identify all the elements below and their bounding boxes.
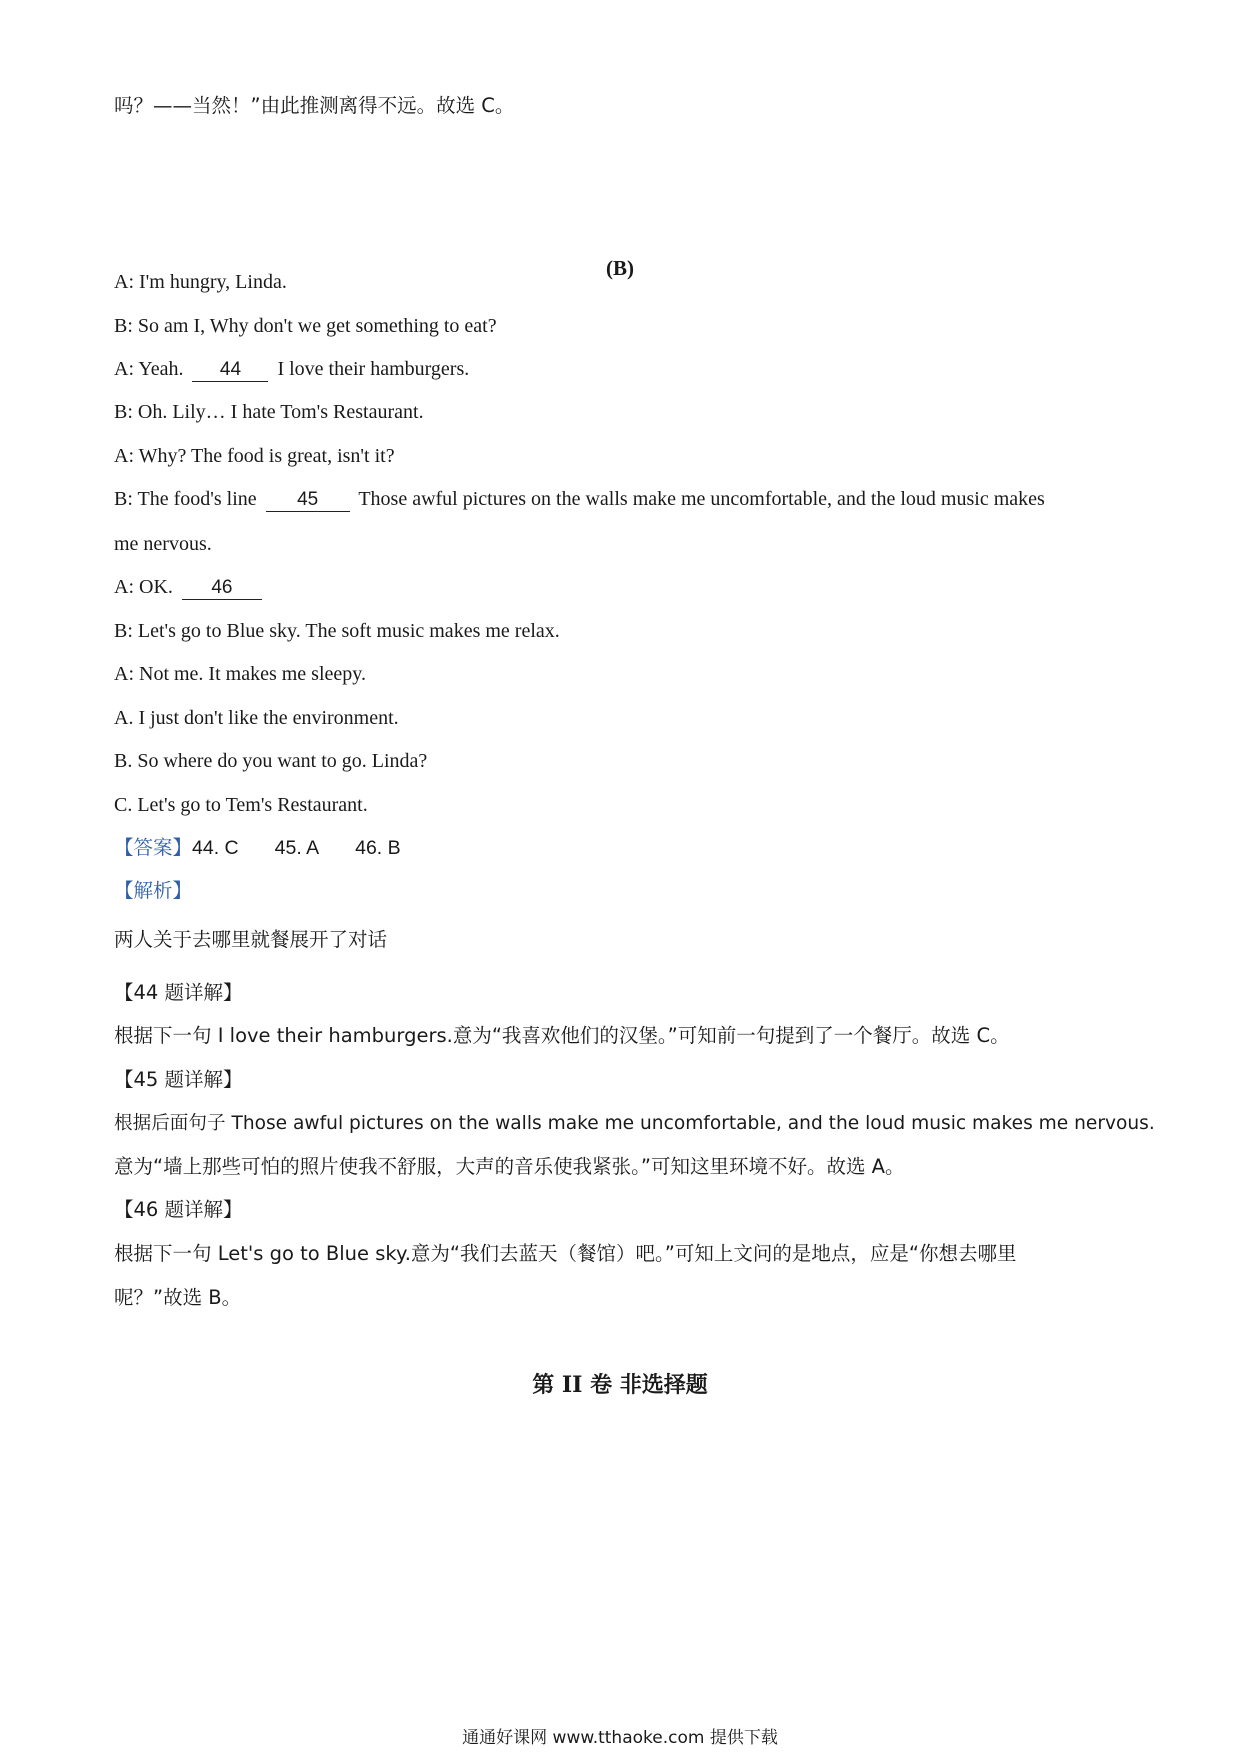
dialogue-line-46 bbox=[114, 573, 266, 601]
page-footer: 通通好课网 www.tthaoke.com 提供下载 bbox=[462, 1728, 778, 1748]
option-b: B. So where do you want to go. Linda? bbox=[114, 750, 428, 772]
q45-explanation-2: 意为“墙上那些可怕的照片使我不舒服，大声的音乐使我紧张。”可知这里环境不好。故选 A。 bbox=[114, 1155, 905, 1178]
blank-44: 44 bbox=[192, 359, 268, 382]
q45-explanation-1: 根据后面句子 Those awful pictures on the walls make me uncomfortable, and the loud music makes me nervous. bbox=[114, 1113, 1155, 1134]
previous-answer-tail: 吗？——当然！”由此推测离得不远。故选 C。 bbox=[114, 94, 515, 117]
dialogue-line: B: So am I, Why don't we get something to eat? bbox=[114, 315, 497, 337]
line-suffix: Those awful pictures on the walls make me uncomfortable, and the loud music makes bbox=[358, 488, 1045, 510]
line-prefix: B: The food's line bbox=[114, 488, 257, 510]
line-suffix: I love their hamburgers. bbox=[277, 358, 470, 380]
q46-explanation-2: 呢？”故选 B。 bbox=[114, 1286, 242, 1309]
dialogue-line: A: Why? The food is great, isn't it? bbox=[114, 445, 395, 467]
option-a: A. I just don't like the environment. bbox=[114, 707, 399, 729]
q46-heading: 【46 题详解】 bbox=[114, 1198, 243, 1221]
dialogue-line-44 bbox=[114, 355, 469, 383]
option-c: C. Let's go to Tem's Restaurant. bbox=[114, 794, 368, 816]
line-prefix: A: Yeah. bbox=[114, 358, 184, 380]
section-title: (B) bbox=[606, 256, 634, 280]
line-prefix: A: OK. bbox=[114, 576, 173, 598]
answer-46: 46. B bbox=[355, 837, 401, 859]
dialogue-line-continued: me nervous. bbox=[114, 533, 212, 555]
q46-explanation-1: 根据下一句 Let's go to Blue sky.意为“我们去蓝天（餐馆）吧。”可知上文问的是地点，应是“你想去哪里 bbox=[114, 1242, 1017, 1265]
dialogue-line: A: Not me. It makes me sleepy. bbox=[114, 663, 366, 685]
dialogue-line-45 bbox=[114, 485, 1045, 513]
dialogue-line: B: Let's go to Blue sky. The soft music makes me relax. bbox=[114, 620, 560, 642]
analysis-tag: 【解析】 bbox=[114, 879, 193, 902]
part-two-title: 第 II 卷 非选择题 bbox=[532, 1372, 708, 1398]
answer-line bbox=[114, 834, 401, 862]
q44-explanation: 根据下一句 I love their hamburgers.意为“我喜欢他们的汉堡。”可知前一句提到了一个餐厅。故选 C。 bbox=[114, 1024, 1010, 1047]
dialogue-line: A: I'm hungry, Linda. bbox=[114, 271, 287, 293]
q45-heading: 【45 题详解】 bbox=[114, 1068, 243, 1091]
answer-45: 45. A bbox=[274, 837, 320, 859]
analysis-summary: 两人关于去哪里就餐展开了对话 bbox=[114, 928, 388, 951]
dialogue-line: B: Oh. Lily… I hate Tom's Restaurant. bbox=[114, 401, 424, 423]
answer-tag: 【答案】 bbox=[114, 836, 193, 859]
blank-45: 45 bbox=[266, 489, 350, 512]
q44-heading: 【44 题详解】 bbox=[114, 981, 243, 1004]
answer-44: 44. C bbox=[192, 837, 239, 859]
blank-46: 46 bbox=[182, 577, 262, 600]
